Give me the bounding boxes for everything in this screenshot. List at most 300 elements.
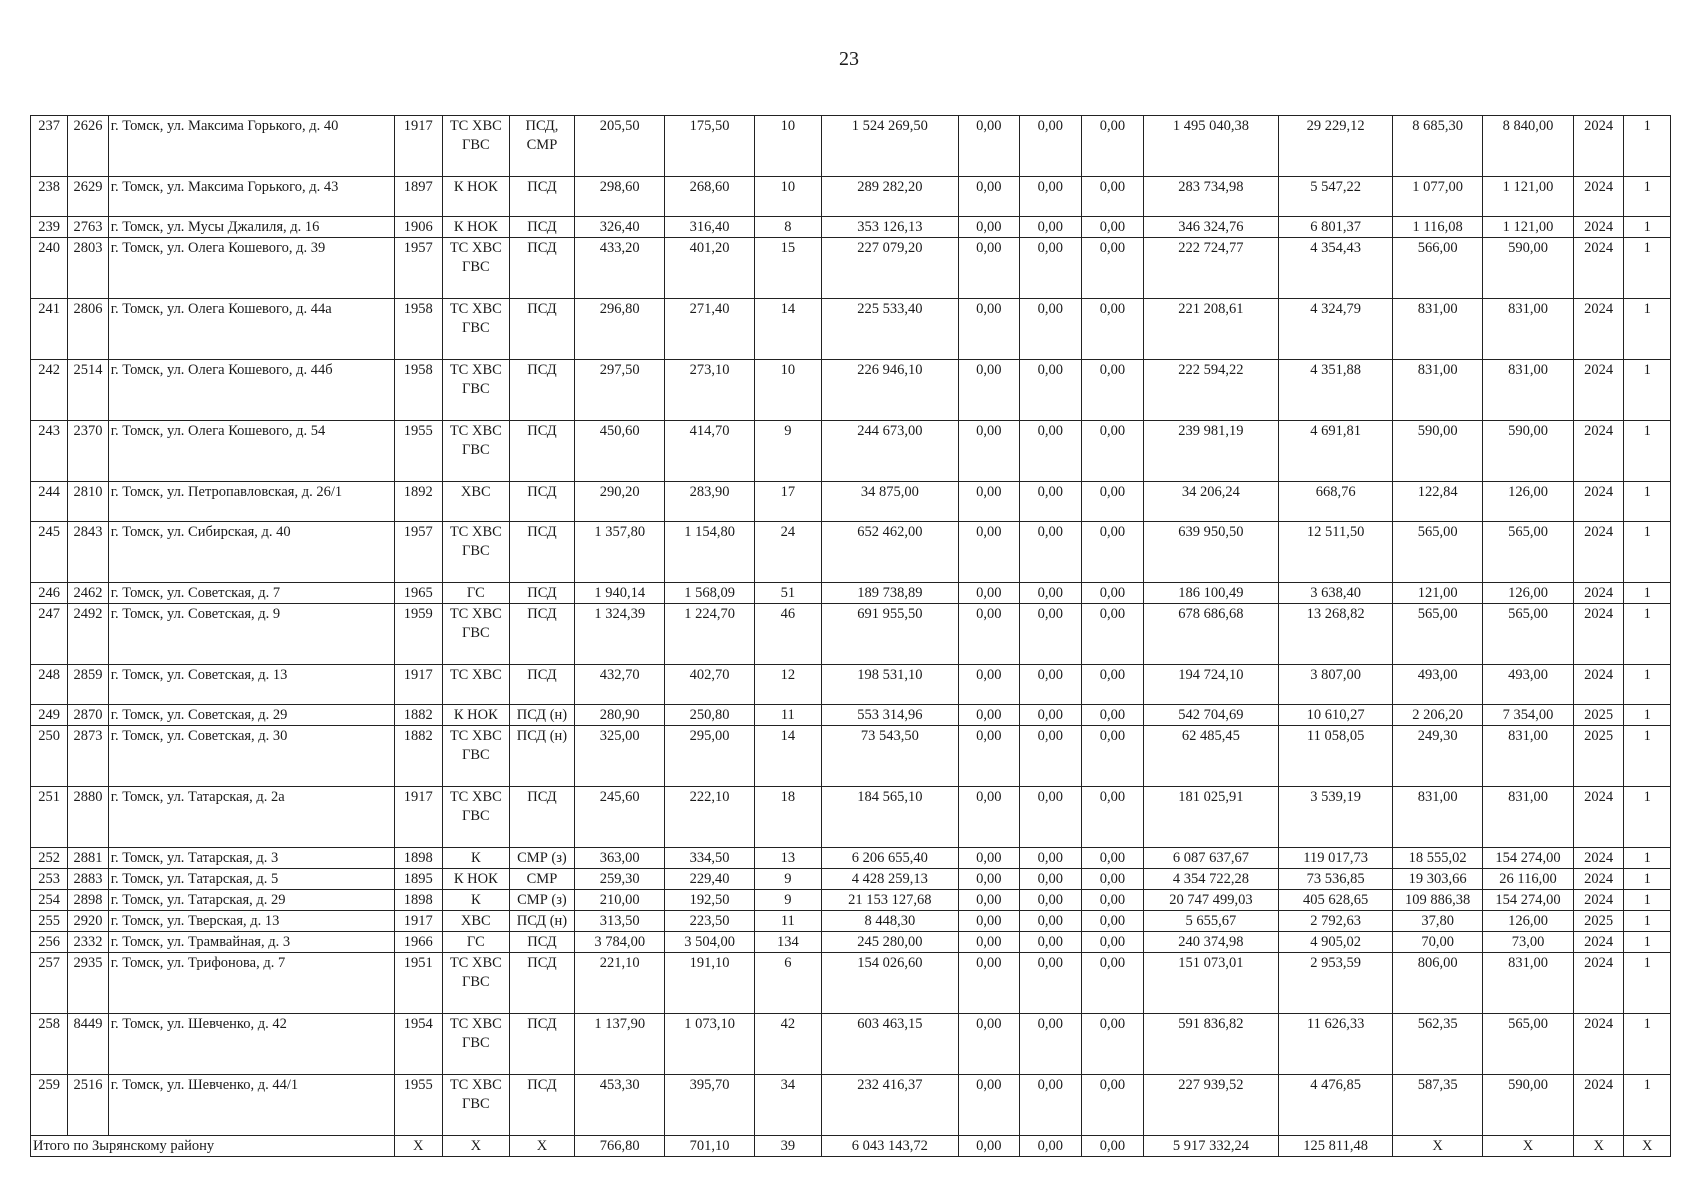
plan-year-cell: 2024 [1573,848,1623,869]
fund-federal-cell: 0,00 [958,116,1019,177]
plan-year-cell: 2024 [1573,1075,1623,1136]
unit-cost-cell: 37,80 [1393,911,1483,932]
year-cell: 1959 [394,604,442,665]
stage-cell: 1 [1624,848,1671,869]
max-unit-cost-cell: 831,00 [1483,787,1574,848]
stage-cell: 1 [1624,869,1671,890]
address-cell: г. Томск, ул. Трифонова, д. 7 [108,953,394,1014]
unit-cost-cell: 19 303,66 [1393,869,1483,890]
area-total-cell: 280,90 [575,705,665,726]
fund-local-cell: 0,00 [1082,604,1144,665]
cost-total-cell: 184 565,10 [821,787,958,848]
area-total-cell: 326,40 [575,217,665,238]
total-value-cell: 39 [755,1136,822,1157]
address-cell: г. Томск, ул. Олега Кошевого, д. 44б [108,360,394,421]
fund-owners-cell: 186 100,49 [1143,583,1278,604]
stage-cell: 1 [1624,238,1671,299]
stage-cell: 1 [1624,421,1671,482]
table-row [31,217,1671,238]
year-cell: 1882 [394,726,442,787]
house-id-cell: 2859 [68,665,108,705]
row-number-cell: 252 [31,848,68,869]
max-unit-cost-cell: 73,00 [1483,932,1574,953]
house-id-cell: 2870 [68,705,108,726]
fund-regional-cell: 0,00 [1019,583,1082,604]
address-cell: г. Томск, ул. Советская, д. 13 [108,665,394,705]
area-total-cell: 290,20 [575,482,665,522]
fund-federal-cell: 0,00 [958,421,1019,482]
residents-cell: 9 [755,890,822,911]
max-unit-cost-cell: 590,00 [1483,238,1574,299]
fund-local-cell: 0,00 [1082,299,1144,360]
area-living-cell: 316,40 [665,217,755,238]
area-total-cell: 1 940,14 [575,583,665,604]
address-cell: г. Томск, ул. Петропавловская, д. 26/1 [108,482,394,522]
total-value-cell: Х [509,1136,575,1157]
table-row [31,932,1671,953]
year-cell: 1951 [394,953,442,1014]
fund-local-cell: 0,00 [1082,583,1144,604]
cost-total-cell: 603 463,15 [821,1014,958,1075]
max-unit-cost-cell: 565,00 [1483,604,1574,665]
plan-year-cell: 2025 [1573,911,1623,932]
residents-cell: 18 [755,787,822,848]
systems-cell: ТС ХВС ГВС [443,604,510,665]
house-id-cell: 2810 [68,482,108,522]
fund-other-cell: 12 511,50 [1279,522,1393,583]
unit-cost-cell: 806,00 [1393,953,1483,1014]
address-cell: г. Томск, ул. Олега Кошевого, д. 54 [108,421,394,482]
address-cell: г. Томск, ул. Советская, д. 29 [108,705,394,726]
fund-local-cell: 0,00 [1082,116,1144,177]
address-cell: г. Томск, ул. Трамвайная, д. 3 [108,932,394,953]
house-id-cell: 2763 [68,217,108,238]
total-value-cell: Х [443,1136,510,1157]
fund-other-cell: 4 476,85 [1279,1075,1393,1136]
row-number-cell: 256 [31,932,68,953]
residents-cell: 17 [755,482,822,522]
unit-cost-cell: 1 077,00 [1393,177,1483,217]
fund-other-cell: 13 268,82 [1279,604,1393,665]
address-cell: г. Томск, ул. Олега Кошевого, д. 44а [108,299,394,360]
house-id-cell: 2492 [68,604,108,665]
cost-total-cell: 289 282,20 [821,177,958,217]
total-value-cell: 0,00 [958,1136,1019,1157]
area-total-cell: 325,00 [575,726,665,787]
work-type-cell: ПСД [509,177,575,217]
house-id-cell: 2370 [68,421,108,482]
fund-owners-cell: 194 724,10 [1143,665,1278,705]
year-cell: 1958 [394,360,442,421]
stage-cell: 1 [1624,482,1671,522]
address-cell: г. Томск, ул. Тверская, д. 13 [108,911,394,932]
total-value-cell: Х [1624,1136,1671,1157]
address-cell: г. Томск, ул. Татарская, д. 3 [108,848,394,869]
residents-cell: 13 [755,848,822,869]
fund-federal-cell: 0,00 [958,299,1019,360]
total-value-cell: Х [394,1136,442,1157]
area-living-cell: 1 568,09 [665,583,755,604]
stage-cell: 1 [1624,217,1671,238]
cost-total-cell: 553 314,96 [821,705,958,726]
fund-local-cell: 0,00 [1082,705,1144,726]
fund-local-cell: 0,00 [1082,726,1144,787]
fund-local-cell: 0,00 [1082,217,1144,238]
max-unit-cost-cell: 126,00 [1483,482,1574,522]
area-total-cell: 1 324,39 [575,604,665,665]
systems-cell: ХВС [443,911,510,932]
total-value-cell: 5 917 332,24 [1143,1136,1278,1157]
fund-other-cell: 6 801,37 [1279,217,1393,238]
fund-owners-cell: 542 704,69 [1143,705,1278,726]
row-number-cell: 254 [31,890,68,911]
table-row [31,299,1671,360]
fund-owners-cell: 678 686,68 [1143,604,1278,665]
row-number-cell: 237 [31,116,68,177]
house-id-cell: 2516 [68,1075,108,1136]
house-id-cell: 2881 [68,848,108,869]
cost-total-cell: 353 126,13 [821,217,958,238]
table-row [31,787,1671,848]
residents-cell: 10 [755,360,822,421]
fund-owners-cell: 62 485,45 [1143,726,1278,787]
fund-other-cell: 405 628,65 [1279,890,1393,911]
fund-owners-cell: 181 025,91 [1143,787,1278,848]
fund-local-cell: 0,00 [1082,421,1144,482]
fund-other-cell: 11 058,05 [1279,726,1393,787]
row-number-cell: 258 [31,1014,68,1075]
area-living-cell: 334,50 [665,848,755,869]
work-type-cell: ПСД [509,787,575,848]
table-row [31,953,1671,1014]
fund-regional-cell: 0,00 [1019,726,1082,787]
fund-regional-cell: 0,00 [1019,217,1082,238]
unit-cost-cell: 562,35 [1393,1014,1483,1075]
plan-year-cell: 2024 [1573,299,1623,360]
work-type-cell: ПСД [509,299,575,360]
area-living-cell: 402,70 [665,665,755,705]
max-unit-cost-cell: 590,00 [1483,421,1574,482]
work-type-cell: ПСД (н) [509,911,575,932]
fund-owners-cell: 6 087 637,67 [1143,848,1278,869]
fund-federal-cell: 0,00 [958,848,1019,869]
plan-year-cell: 2025 [1573,705,1623,726]
fund-owners-cell: 222 724,77 [1143,238,1278,299]
unit-cost-cell: 587,35 [1393,1075,1483,1136]
work-type-cell: ПСД [509,360,575,421]
area-living-cell: 175,50 [665,116,755,177]
systems-cell: К НОК [443,217,510,238]
fund-owners-cell: 5 655,67 [1143,911,1278,932]
house-id-cell: 2883 [68,869,108,890]
cost-total-cell: 21 153 127,68 [821,890,958,911]
fund-regional-cell: 0,00 [1019,911,1082,932]
row-number-cell: 257 [31,953,68,1014]
fund-owners-cell: 240 374,98 [1143,932,1278,953]
address-cell: г. Томск, ул. Максима Горького, д. 40 [108,116,394,177]
fund-owners-cell: 346 324,76 [1143,217,1278,238]
residents-cell: 12 [755,665,822,705]
fund-other-cell: 11 626,33 [1279,1014,1393,1075]
year-cell: 1955 [394,421,442,482]
cost-total-cell: 226 946,10 [821,360,958,421]
unit-cost-cell: 493,00 [1393,665,1483,705]
fund-local-cell: 0,00 [1082,911,1144,932]
residents-cell: 51 [755,583,822,604]
fund-regional-cell: 0,00 [1019,665,1082,705]
fund-regional-cell: 0,00 [1019,482,1082,522]
fund-federal-cell: 0,00 [958,705,1019,726]
fund-other-cell: 5 547,22 [1279,177,1393,217]
unit-cost-cell: 249,30 [1393,726,1483,787]
year-cell: 1895 [394,869,442,890]
row-number-cell: 247 [31,604,68,665]
year-cell: 1897 [394,177,442,217]
fund-owners-cell: 239 981,19 [1143,421,1278,482]
work-type-cell: ПСД [509,217,575,238]
row-number-cell: 259 [31,1075,68,1136]
fund-other-cell: 2 792,63 [1279,911,1393,932]
table-row [31,482,1671,522]
area-living-cell: 191,10 [665,953,755,1014]
plan-year-cell: 2024 [1573,421,1623,482]
residents-cell: 24 [755,522,822,583]
year-cell: 1917 [394,787,442,848]
work-type-cell: ПСД [509,1014,575,1075]
unit-cost-cell: 831,00 [1393,299,1483,360]
work-type-cell: СМР (з) [509,890,575,911]
fund-other-cell: 3 807,00 [1279,665,1393,705]
stage-cell: 1 [1624,911,1671,932]
area-total-cell: 363,00 [575,848,665,869]
table-row [31,665,1671,705]
plan-year-cell: 2024 [1573,953,1623,1014]
fund-regional-cell: 0,00 [1019,1075,1082,1136]
fund-other-cell: 3 638,40 [1279,583,1393,604]
unit-cost-cell: 1 116,08 [1393,217,1483,238]
cost-total-cell: 245 280,00 [821,932,958,953]
stage-cell: 1 [1624,583,1671,604]
total-value-cell: 0,00 [1019,1136,1082,1157]
house-id-cell: 2920 [68,911,108,932]
fund-federal-cell: 0,00 [958,726,1019,787]
cost-total-cell: 198 531,10 [821,665,958,705]
house-id-cell: 2935 [68,953,108,1014]
table-row [31,890,1671,911]
max-unit-cost-cell: 590,00 [1483,1075,1574,1136]
fund-owners-cell: 151 073,01 [1143,953,1278,1014]
total-label: Итого по Зырянскому району [31,1136,395,1157]
fund-regional-cell: 0,00 [1019,1014,1082,1075]
fund-federal-cell: 0,00 [958,869,1019,890]
work-type-cell: СМР [509,869,575,890]
table-row [31,360,1671,421]
fund-federal-cell: 0,00 [958,482,1019,522]
area-total-cell: 1 357,80 [575,522,665,583]
house-id-cell: 2873 [68,726,108,787]
area-total-cell: 1 137,90 [575,1014,665,1075]
systems-cell: ГС [443,932,510,953]
fund-local-cell: 0,00 [1082,787,1144,848]
fund-federal-cell: 0,00 [958,1075,1019,1136]
work-type-cell: ПСД [509,604,575,665]
stage-cell: 1 [1624,1014,1671,1075]
max-unit-cost-cell: 126,00 [1483,583,1574,604]
systems-cell: ТС ХВС ГВС [443,360,510,421]
total-value-cell: Х [1573,1136,1623,1157]
house-id-cell: 8449 [68,1014,108,1075]
unit-cost-cell: 122,84 [1393,482,1483,522]
area-total-cell: 221,10 [575,953,665,1014]
work-type-cell: ПСД [509,1075,575,1136]
fund-owners-cell: 34 206,24 [1143,482,1278,522]
plan-year-cell: 2024 [1573,890,1623,911]
fund-local-cell: 0,00 [1082,360,1144,421]
plan-year-cell: 2024 [1573,238,1623,299]
stage-cell: 1 [1624,705,1671,726]
fund-regional-cell: 0,00 [1019,953,1082,1014]
area-living-cell: 222,10 [665,787,755,848]
area-living-cell: 1 073,10 [665,1014,755,1075]
fund-local-cell: 0,00 [1082,1014,1144,1075]
plan-year-cell: 2024 [1573,583,1623,604]
table-row [31,911,1671,932]
fund-regional-cell: 0,00 [1019,238,1082,299]
fund-other-cell: 668,76 [1279,482,1393,522]
max-unit-cost-cell: 7 354,00 [1483,705,1574,726]
year-cell: 1957 [394,238,442,299]
fund-federal-cell: 0,00 [958,911,1019,932]
house-id-cell: 2806 [68,299,108,360]
row-number-cell: 242 [31,360,68,421]
max-unit-cost-cell: 565,00 [1483,1014,1574,1075]
data-table [30,115,1671,1157]
fund-local-cell: 0,00 [1082,953,1144,1014]
fund-federal-cell: 0,00 [958,177,1019,217]
cost-total-cell: 73 543,50 [821,726,958,787]
area-total-cell: 259,30 [575,869,665,890]
fund-owners-cell: 222 594,22 [1143,360,1278,421]
fund-other-cell: 4 905,02 [1279,932,1393,953]
year-cell: 1882 [394,705,442,726]
residents-cell: 14 [755,726,822,787]
table-row [31,604,1671,665]
year-cell: 1957 [394,522,442,583]
fund-local-cell: 0,00 [1082,177,1144,217]
house-id-cell: 2803 [68,238,108,299]
plan-year-cell: 2024 [1573,522,1623,583]
fund-regional-cell: 0,00 [1019,116,1082,177]
fund-owners-cell: 591 836,82 [1143,1014,1278,1075]
fund-federal-cell: 0,00 [958,583,1019,604]
area-total-cell: 450,60 [575,421,665,482]
stage-cell: 1 [1624,665,1671,705]
residents-cell: 8 [755,217,822,238]
fund-other-cell: 4 691,81 [1279,421,1393,482]
fund-regional-cell: 0,00 [1019,604,1082,665]
cost-total-cell: 652 462,00 [821,522,958,583]
max-unit-cost-cell: 493,00 [1483,665,1574,705]
house-id-cell: 2462 [68,583,108,604]
residents-cell: 15 [755,238,822,299]
cost-total-cell: 1 524 269,50 [821,116,958,177]
plan-year-cell: 2024 [1573,604,1623,665]
total-value-cell: 766,80 [575,1136,665,1157]
max-unit-cost-cell: 126,00 [1483,911,1574,932]
table-row [31,583,1671,604]
unit-cost-cell: 831,00 [1393,360,1483,421]
work-type-cell: ПСД [509,583,575,604]
work-type-cell: ПСД (н) [509,726,575,787]
residents-cell: 42 [755,1014,822,1075]
residents-cell: 6 [755,953,822,1014]
fund-federal-cell: 0,00 [958,238,1019,299]
table-row [31,1014,1671,1075]
fund-federal-cell: 0,00 [958,604,1019,665]
unit-cost-cell: 590,00 [1393,421,1483,482]
address-cell: г. Томск, ул. Татарская, д. 29 [108,890,394,911]
year-cell: 1958 [394,299,442,360]
fund-regional-cell: 0,00 [1019,421,1082,482]
stage-cell: 1 [1624,177,1671,217]
fund-local-cell: 0,00 [1082,890,1144,911]
residents-cell: 10 [755,116,822,177]
house-id-cell: 2843 [68,522,108,583]
residents-cell: 134 [755,932,822,953]
systems-cell: К НОК [443,177,510,217]
house-id-cell: 2626 [68,116,108,177]
residents-cell: 11 [755,705,822,726]
residents-cell: 10 [755,177,822,217]
cost-total-cell: 227 079,20 [821,238,958,299]
fund-other-cell: 4 324,79 [1279,299,1393,360]
area-total-cell: 298,60 [575,177,665,217]
fund-local-cell: 0,00 [1082,522,1144,583]
fund-owners-cell: 639 950,50 [1143,522,1278,583]
systems-cell: К [443,890,510,911]
fund-other-cell: 4 354,43 [1279,238,1393,299]
cost-total-cell: 34 875,00 [821,482,958,522]
total-value-cell: 701,10 [665,1136,755,1157]
max-unit-cost-cell: 831,00 [1483,299,1574,360]
work-type-cell: ПСД (н) [509,705,575,726]
residents-cell: 14 [755,299,822,360]
table-row [31,848,1671,869]
fund-owners-cell: 4 354 722,28 [1143,869,1278,890]
table-row [31,116,1671,177]
fund-other-cell: 73 536,85 [1279,869,1393,890]
area-total-cell: 245,60 [575,787,665,848]
systems-cell: ТС ХВС ГВС [443,522,510,583]
work-type-cell: СМР (з) [509,848,575,869]
plan-year-cell: 2025 [1573,726,1623,787]
fund-other-cell: 29 229,12 [1279,116,1393,177]
house-id-cell: 2898 [68,890,108,911]
area-total-cell: 453,30 [575,1075,665,1136]
area-total-cell: 313,50 [575,911,665,932]
table-row [31,705,1671,726]
cost-total-cell: 189 738,89 [821,583,958,604]
area-living-cell: 3 504,00 [665,932,755,953]
systems-cell: ТС ХВС [443,665,510,705]
stage-cell: 1 [1624,604,1671,665]
address-cell: г. Томск, ул. Татарская, д. 2а [108,787,394,848]
total-value-cell: 125 811,48 [1279,1136,1393,1157]
max-unit-cost-cell: 26 116,00 [1483,869,1574,890]
area-living-cell: 295,00 [665,726,755,787]
work-type-cell: ПСД [509,665,575,705]
plan-year-cell: 2024 [1573,787,1623,848]
